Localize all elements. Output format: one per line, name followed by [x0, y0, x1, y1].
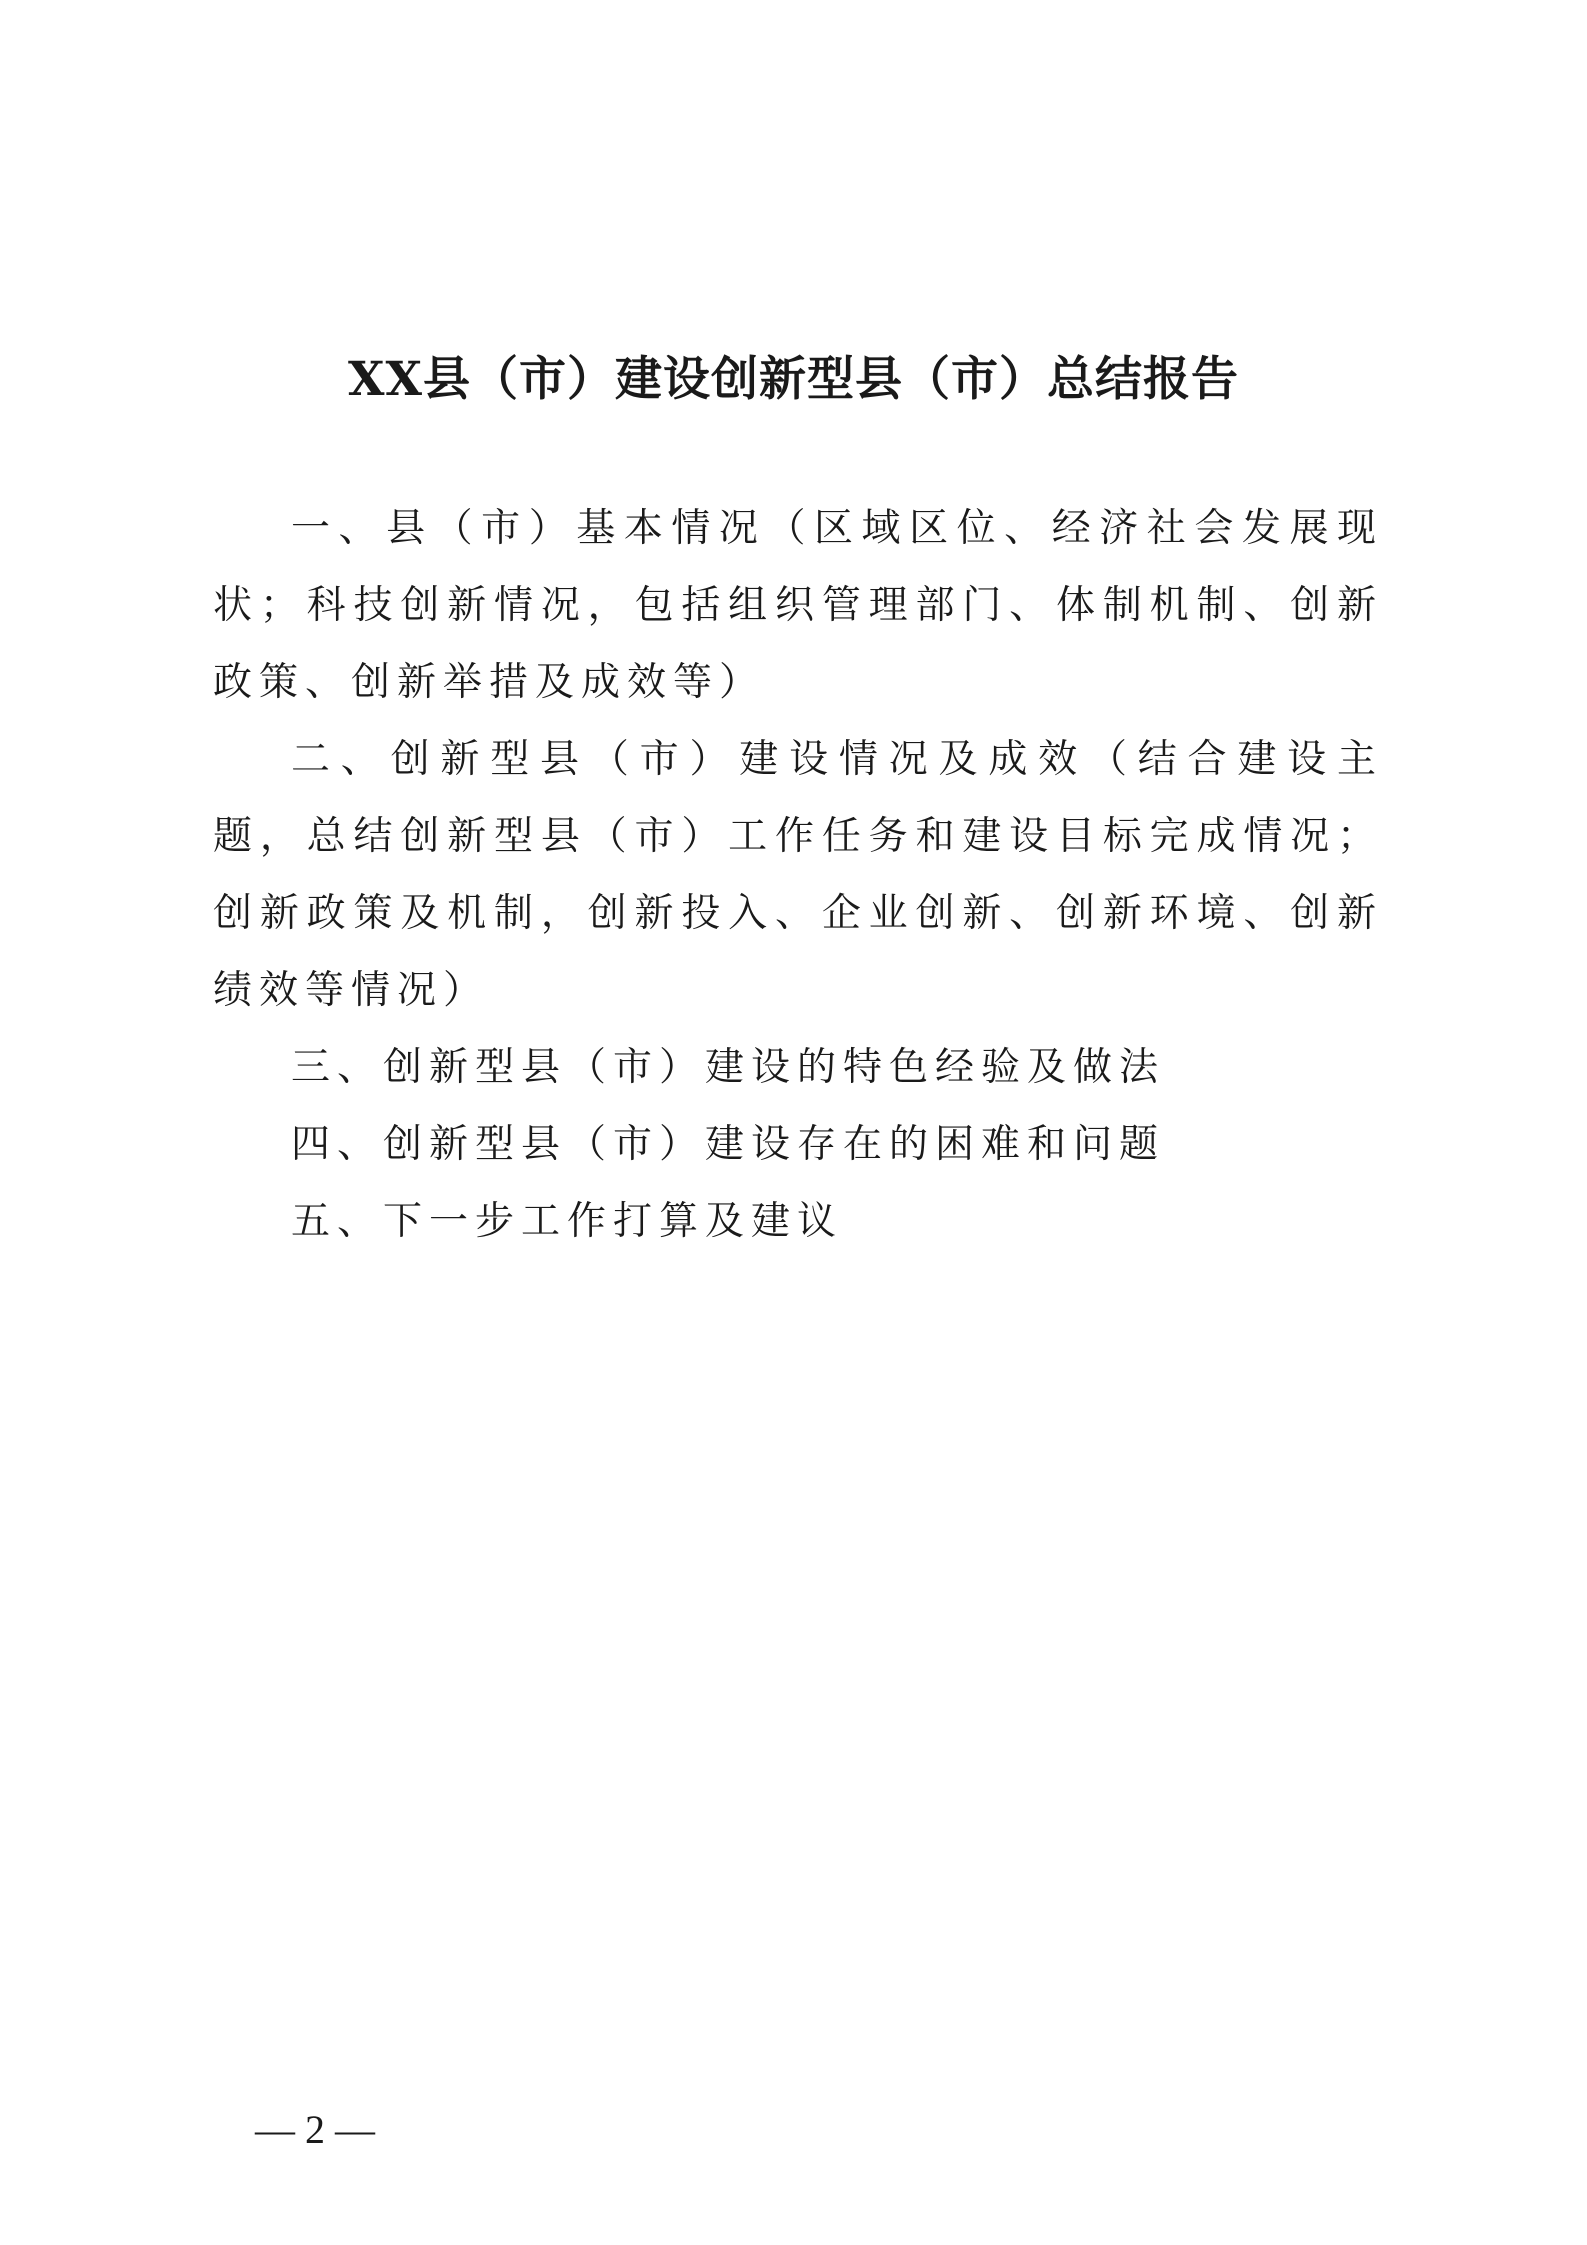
page-number: — 2 —	[255, 2107, 375, 2152]
document-body	[213, 490, 1383, 1260]
paragraph-5: 五、下一步工作打算及建议	[291, 1199, 844, 1244]
paragraph-4: 四、创新型县（市）建设存在的困难和问题	[291, 1122, 1166, 1167]
paragraph-3: 三、创新型县（市）建设的特色经验及做法	[291, 1045, 1166, 1090]
document-title: XX县（市）建设创新型县（市）总结报告	[348, 352, 1239, 407]
paragraph-2: 二、创新型县（市）建设情况及成效（结合建设主题，总结创新型县（市）工作任务和建设目标完成情况；创新政策及机制，创新投入、企业创新、创新环境、创新绩效等情况）	[213, 737, 1383, 1013]
paragraph-1: 一、县（市）基本情况（区域区位、经济社会发展现状；科技创新情况，包括组织管理部门、体制机制、创新政策、创新举措及成效等）	[213, 506, 1383, 705]
